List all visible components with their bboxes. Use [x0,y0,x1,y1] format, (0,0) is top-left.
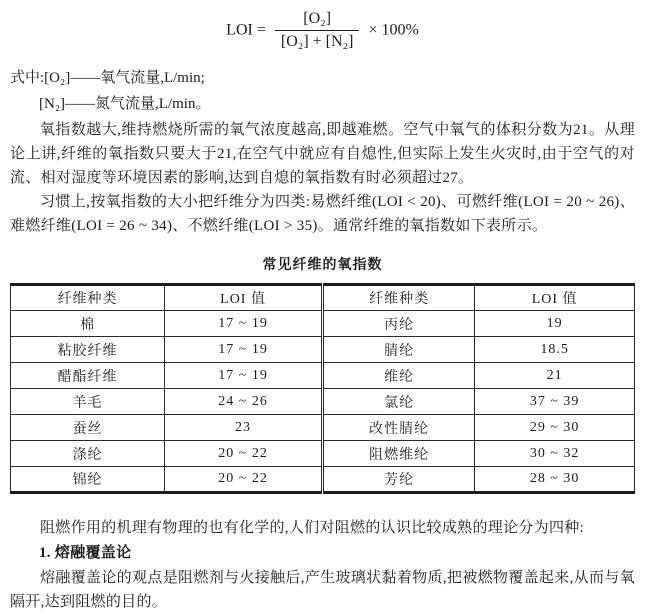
cell-loi-left: 17 ~ 19 [165,363,323,389]
cell-fiber-left: 涤纶 [11,441,165,467]
cell-fiber-left: 醋酯纤维 [11,363,165,389]
fiber-loi-table [10,283,635,494]
cell-loi-left: 24 ~ 26 [165,389,323,415]
formula-fraction [275,10,360,51]
cell-loi-right: 21 [475,363,635,389]
table-row [11,389,635,415]
table-row [11,311,635,337]
formula-suffix: × 100% [368,21,419,39]
table-row [11,363,635,389]
cell-loi-right: 28 ~ 30 [475,467,635,493]
cell-loi-left: 20 ~ 22 [165,441,323,467]
cell-loi-left: 20 ~ 22 [165,467,323,493]
header-fiber-type-left: 纤维种类 [11,285,165,311]
table-header-row [11,285,635,311]
flame-retardant-section [10,516,635,614]
cell-loi-right: 29 ~ 30 [475,415,635,441]
formula-numerator: [O₂] [275,10,360,31]
paragraph-melt-cover-detail: 熔融覆盖论的观点是阻燃剂与火接触后,产生玻璃状黏着物质,把被燃物覆盖起来,从而与氧隔开,达到阻燃的目的。 [10,570,635,610]
cell-loi-right: 18.5 [475,337,635,363]
definition-nitrogen: [N₂]——氮气流量,L/min。 [39,96,211,112]
formula-lhs: LOI = [226,21,266,39]
header-loi-left: LOI 值 [165,285,323,311]
table-row [11,467,635,493]
cell-fiber-right: 阻燃维纶 [322,441,474,467]
table-row [11,441,635,467]
cell-fiber-left: 蚕丝 [11,415,165,441]
cell-loi-left: 23 [165,415,323,441]
paragraph-oxygen-index: 氧指数越大,维持燃烧所需的氧气浓度越高,即越难燃。空气中氧气的体积分数为21。从理论上讲,纤维的氧指数只要大于21,在空气中就应有自熄性,但实际上发生火灾时,由于空气的对流、相对湿度等环境因素的影响,达到自熄的氧指数有时必须超过27。 [10,122,635,186]
formula-denominator: [O₂] + [N₂] [280,33,354,50]
cell-loi-left: 17 ~ 19 [165,337,323,363]
definition-oxygen: 式中:[O₂]——氧气流量,L/min; [10,70,205,86]
table-row [11,415,635,441]
cell-fiber-right: 腈纶 [322,337,474,363]
paragraph-mechanism-intro: 阻燃作用的机理有物理的也有化学的,人们对阻燃的认识比较成熟的理论分为四种: [40,520,585,536]
cell-fiber-right: 丙纶 [322,311,474,337]
heading-melt-cover-theory: 1. 熔融覆盖论 [39,545,132,561]
cell-loi-right: 37 ~ 39 [475,389,635,415]
cell-loi-right: 30 ~ 32 [475,441,635,467]
table-title: 常见纤维的氧指数 [262,258,383,273]
header-loi-right: LOI 值 [475,285,635,311]
cell-fiber-left: 棉 [11,311,165,337]
loi-formula [10,10,635,51]
paragraph-fiber-classes: 习惯上,按氧指数的大小把纤维分为四类:易燃纤维(LOI < 20)、可燃纤维(LOI = 20 ~ 26)、难燃纤维(LOI = 26 ~ 34)、不燃纤维(LOI > 35)。通常纤维的氧指数如下表所示。 [10,194,635,234]
fiber-table-body [11,311,635,493]
header-fiber-type-right: 纤维种类 [322,285,474,311]
cell-fiber-right: 芳纶 [322,467,474,493]
cell-fiber-left: 锦纶 [11,467,165,493]
cell-loi-left: 17 ~ 19 [165,311,323,337]
cell-fiber-right: 维纶 [322,363,474,389]
cell-fiber-left: 粘胶纤维 [11,337,165,363]
cell-fiber-left: 羊毛 [11,389,165,415]
cell-loi-right: 19 [475,311,635,337]
cell-fiber-right: 改性腈纶 [322,415,474,441]
table-row [11,337,635,363]
cell-fiber-right: 氯纶 [322,389,474,415]
